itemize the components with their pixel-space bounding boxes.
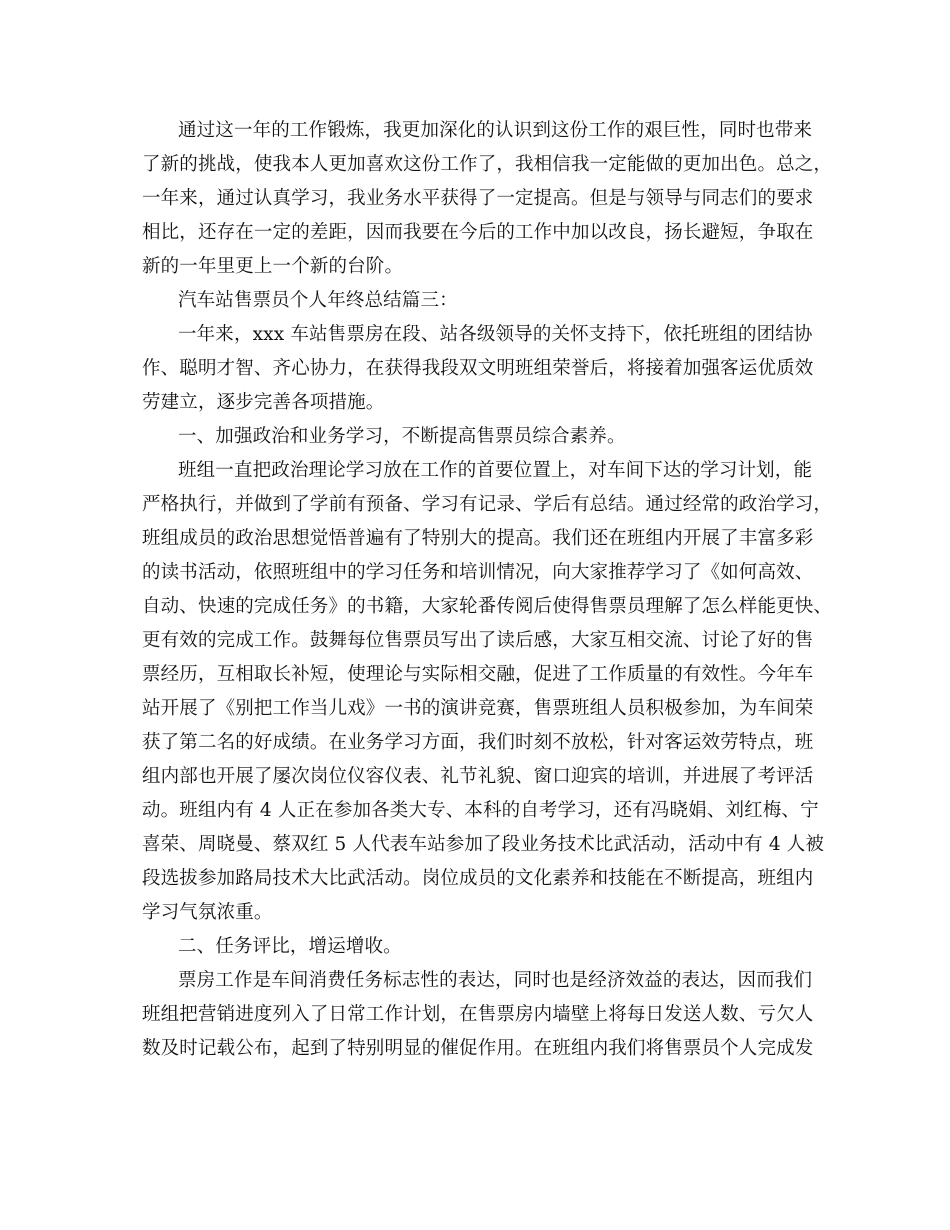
paragraph-line: 票房工作是车间消费任务标志性的表达，同时也是经济效益的表达，因而我们 [178, 970, 813, 991]
paragraph-line: 获了第二名的好成绩。在业务学习方面，我们时刻不放松，针对客运效劳特点，班 [142, 732, 814, 753]
paragraph-line: 严格执行，并做到了学前有预备、学习有记录、学后有总结。通过经常的政治学习， [142, 494, 833, 515]
paragraph-line: 一年来，xxx 车站售票房在段、站各级领导的关怀支持下，依托班组的团结协 [178, 324, 813, 345]
paragraph-line: 站开展了《别把工作当儿戏》一书的演讲竞赛，售票班组人员积极参加，为车间荣 [142, 698, 814, 719]
paragraph-line: 动。班组内有 4 人正在参加各类大专、本科的自考学习，还有冯晓娟、刘红梅、宁 [142, 800, 819, 821]
paragraph-line: 票经历，互相取长补短，使理论与实际相交融，促进了工作质量的有效性。今年车 [142, 664, 814, 685]
paragraph-line: 新的一年里更上一个新的台阶。 [142, 256, 404, 277]
paragraph-line: 相比，还存在一定的差距，因而我要在今后的工作中加以改良，扬长避短，争取在 [142, 222, 814, 243]
paragraph-line: 班组把营销进度列入了日常工作计划，在售票房内墙壁上将每日发送人数、亏欠人 [142, 1004, 814, 1025]
paragraph-line: 更有效的完成工作。鼓舞每位售票员写出了读后感，大家互相交流、讨论了好的售 [142, 630, 814, 651]
paragraph-line: 一年来，通过认真学习，我业务水平获得了一定提高。但是与领导与同志们的要求 [142, 188, 814, 209]
paragraph-line: 学习气氛浓重。 [142, 902, 273, 923]
paragraph-line: 班组一直把政治理论学习放在工作的首要位置上，对车间下达的学习计划，能 [178, 460, 813, 481]
paragraph-line: 喜荣、周晓曼、蔡双红 5 人代表车站参加了段业务技术比武活动，活动中有 4 人被 [142, 834, 825, 855]
paragraph-line: 了新的挑战，使我本人更加喜欢这份工作了，我相信我一定能做的更加出色。总之， [142, 154, 833, 175]
section-heading: 一、加强政治和业务学习，不断提高售票员综合素养。 [178, 426, 626, 447]
section-heading: 二、任务评比，增运增收。 [178, 936, 402, 957]
paragraph-line: 的读书活动，依照班组中的学习任务和培训情况，向大家推荐学习了《如何高效、 [142, 562, 814, 583]
paragraph-line: 数及时记载公布，起到了特别明显的催促作用。在班组内我们将售票员个人完成发 [142, 1038, 814, 1059]
paragraph-line: 班组成员的政治思想觉悟普遍有了特别大的提高。我们还在班组内开展了丰富多彩 [142, 528, 814, 549]
paragraph-line: 自动、快速的完成任务》的书籍，大家轮番传阅后使得售票员理解了怎么样能更快、 [142, 596, 833, 617]
paragraph-line: 段选拔参加路局技术大比武活动。岗位成员的文化素养和技能在不断提高，班组内 [142, 868, 814, 889]
paragraph-line: 组内部也开展了屡次岗位仪容仪表、礼节礼貌、窗口迎宾的培训，并进展了考评活 [142, 766, 814, 787]
paragraph-line: 作、聪明才智、齐心协力，在获得我段双文明班组荣誉后，将接着加强客运优质效 [142, 358, 814, 379]
section-heading: 汽车站售票员个人年终总结篇三： [178, 290, 458, 311]
paragraph-line: 通过这一年的工作锻炼，我更加深化的认识到这份工作的艰巨性，同时也带来 [178, 120, 813, 141]
paragraph-line: 劳建立，逐步完善各项措施。 [142, 392, 385, 413]
